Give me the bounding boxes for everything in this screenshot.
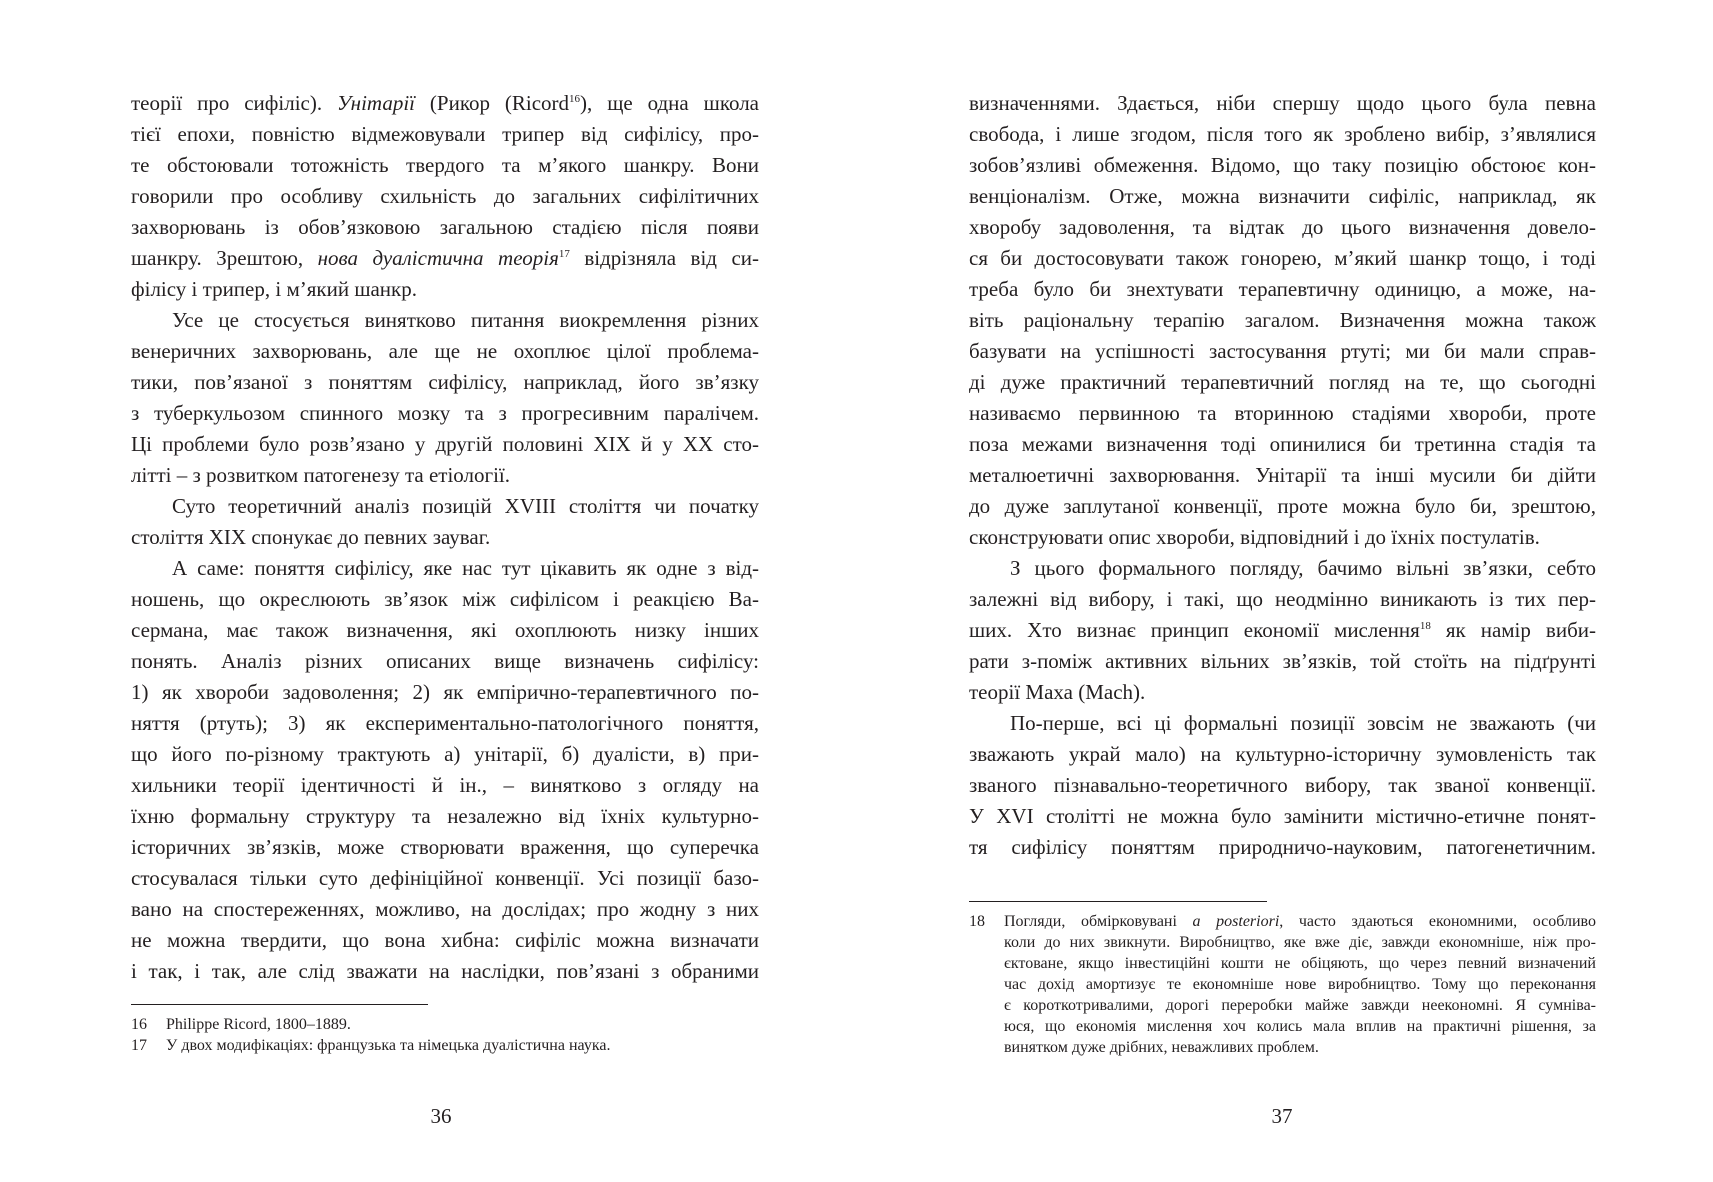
text-line: Ці проблеми було розв’язано у другій половині ХІХ й у ХХ сто- [131,432,759,456]
footnote-number: 18 [969,913,985,930]
text-line: няття (ртуть); 3) як експериментально-патологічного поняття, [131,711,759,735]
text-line: базувати на успішності застосування ртуті; ми би мали справ- [969,339,1596,363]
text-line: хворобу задоволення, та відтак до цього визначення довело- [969,215,1596,239]
text-line: століття ХІХ спонукає до певних зауваг. [131,525,491,549]
footnote-number: 17 [131,1037,147,1054]
text-line: поза межами визначення тоді опинилися би третинна стадія та [969,432,1596,456]
text-line: свобода, і лише згодом, після того як зроблено вибір, з’являлися [969,122,1596,146]
page-number-left: 36 [430,1104,452,1128]
text-line: сконструювати опис хвороби, відповідний і до їхніх постулатів. [969,525,1540,549]
text-line: А саме: поняття сифілісу, яке нас тут цікавить як одне з від- [172,556,759,580]
text-line: що його по-різному трактують а) унітарії, б) дуалісти, в) при- [131,742,759,766]
footnote-line: коли до них звикнути. Виробництво, яке вже діє, завжди економніше, ніж про- [1004,934,1596,951]
text-line: венціоналізм. Отже, можна визначити сифіліс, наприклад, як [969,184,1596,208]
text-line: З цього формального погляду, бачимо вільні зв’язки, себто [1010,556,1596,580]
footnote-text: Philippe Ricord, 1800–1889. [166,1016,351,1033]
text-line: 1) як хвороби задоволення; 2) як емпірично-терапевтичного по- [131,680,759,704]
text-line: треба було би знехтувати терапевтичну одиницю, а може, на- [969,277,1596,301]
text-line: до дуже заплутаної конвенції, проте можна було би, зрештою, [969,494,1596,518]
text-line: тики, пов’язаної з поняттям сифілісу, наприклад, його зв’язку [131,370,759,394]
text-line: венеричних захворювань, але ще не охоплює цілої проблема- [131,339,759,363]
text-line: ді дуже практичний терапевтичний погляд на те, що сьогодні [969,370,1596,394]
text-line: філісу і трипер, і м’який шанкр. [131,277,418,301]
emphasis: Унітарії [337,91,415,115]
footnote-ref-17[interactable]: 17 [558,248,570,260]
text-line: рати з-поміж активних вільних зв’язків, той стоїть на підґрунті [969,649,1596,673]
text-line: говорили про особливу схильність до загальних сифілітичних [131,184,759,208]
footnote-line: винятком дуже дрібних, неважливих проблем. [1004,1039,1319,1056]
left-page [0,0,856,1182]
footnote-line: єктоване, якщо інвестиційні кошти не обіцяють, що через певний визначений [1004,955,1596,972]
text-line: По-перше, всі ці формальні позиції зовсім не зважають (чи [1010,711,1596,735]
footnote-16 [131,1014,759,1035]
text-line: визначеннями. Здається, ніби спершу щодо цього була певна [969,91,1596,115]
footnote-17 [131,1035,759,1056]
text-line: званого пізнавально-теоретичного вибору, так званої конвенції. [969,773,1596,797]
text-line: шанкру. Зрештою, нова дуалістична теорія$^{17}$ відрізняла від си- [131,246,759,270]
left-footnotes [131,1014,759,1056]
text-line: зважають украй мало) на культурно-історичну зумовленість так [969,742,1596,766]
text-line: тя сифілісу поняттям природничо-науковим, патогенетичним. [969,835,1596,859]
text-line: тієї епохи, повністю відмежовували трипер від сифілісу, про- [131,122,759,146]
text-line: хильники теорії ідентичності й ін., – винятково з огляду на [131,773,759,797]
text-line: не можна твердити, що вона хибна: сифіліс можна визначати [131,928,759,952]
text-line: зобов’язливі обмеження. Відомо, що таку позицію обстоює кон- [969,153,1596,177]
footnote-line: юся, що економія мислення хоч колись мала вплив на практичні рішення, за [1004,1018,1596,1035]
text-line: теорії Маха (Mach). [969,680,1146,704]
text-line: металюетичні захворювання. Унітарії та інші мусили би дійти [969,463,1596,487]
right-page [856,0,1713,1182]
footnote-ref-16[interactable]: 16 [569,93,581,105]
left-body-text [131,88,759,987]
right-footnotes [969,911,1596,1058]
text-line: і так, і так, але слід зважати на наслідки, пов’язані з обраними [131,959,759,983]
text-line: стосувалася тільки суто дефініційної конвенції. Усі позиції базо- [131,866,759,890]
footnote-line: час дохід амортизує те економніше нове виробництво. Тому що переконання [1004,976,1596,993]
footnote-text: У двох модифікаціях: французька та німецька дуалістична наука. [166,1037,611,1054]
text-line: вано на спостереженнях, можливо, на дослідах; про жодну з них [131,897,759,921]
right-body-text [969,88,1596,863]
footnote-number: 16 [131,1016,147,1033]
footnote-18: 18 Погляди, обмірковувані a posteriori, часто здаються економними, особливо [969,913,1596,930]
text-line: з туберкульозом спинного мозку та з прогресивним паралічем. [131,401,759,425]
text-line: теорії про сифіліс). Унітарії (Рикор (Ricord$^{16}$), ще одна школа [131,91,759,115]
text-line: ношень, що окреслюють зв’язок між сифілісом і реакцією Ва- [131,587,759,611]
page-number-right: 37 [1271,1104,1293,1128]
text-line: літті – з розвитком патогенезу та етіології. [131,463,511,487]
text-line: Усе це стосується винятково питання виокремлення різних [172,308,759,332]
text-line: ших. Хто визнає принцип економії мислення$^{18}$ як намір виби- [969,618,1596,642]
text-line: називаємо первинною та вторинною стадіями хвороби, проте [969,401,1596,425]
emphasis: нова дуалістична теорія [317,246,559,270]
text-line: залежні від вибору, і такі, що неодмінно виникають із тих пер- [969,587,1596,611]
text-line: їхню формальну структуру та незалежно від їхніх культурно- [131,804,759,828]
text-line: захворювань із обов’язковою загальною стадією після появи [131,215,759,239]
footnote-divider [131,1004,428,1005]
text-line: історичних зв’язків, може створювати враження, що суперечка [131,835,759,859]
text-line: ся би достосовувати також гонорею, м’який шанкр тощо, і тоді [969,246,1596,270]
text-line: Суто теоретичний аналіз позицій XVIII століття чи початку [172,494,759,518]
text-line: сермана, має також визначення, які охоплюють низку інших [131,618,759,642]
footnote-line: є короткотривалими, дорогі переробки майже завжди неекономні. Я сумніва- [1004,997,1596,1014]
text-line: те обстоювали тотожність твердого та м’якого шанкру. Вони [131,153,759,177]
footnote-ref-18[interactable]: 18 [1419,620,1431,632]
text-line: віть раціональну терапію загалом. Визначення можна також [969,308,1596,332]
text-line: понять. Аналіз різних описаних вище визначень сифілісу: [131,649,759,673]
text-line: У XVI столітті не можна було замінити містично-етичне понят- [969,804,1596,828]
footnote-divider [969,901,1267,902]
emphasis: a posteriori [1192,913,1280,930]
